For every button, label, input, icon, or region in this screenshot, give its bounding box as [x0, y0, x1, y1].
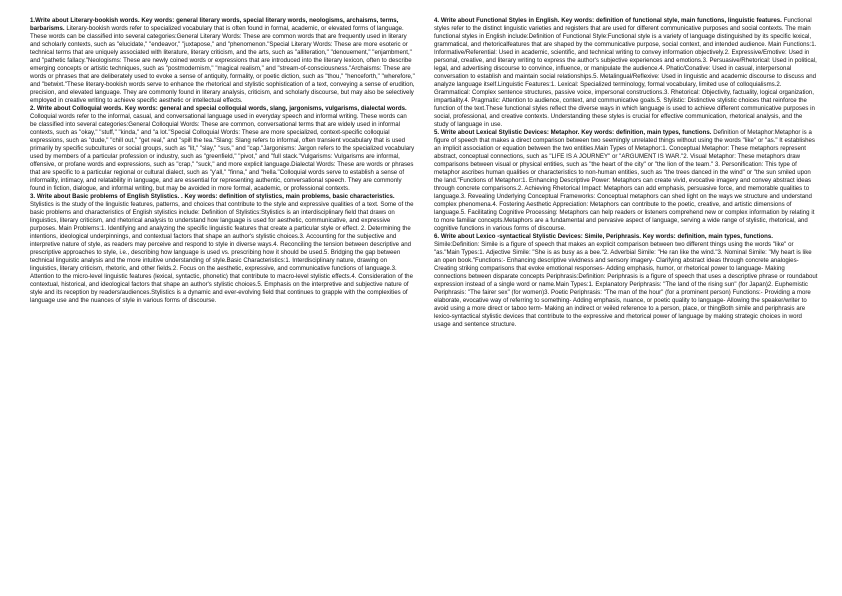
section-functional-styles [434, 17, 818, 129]
section-heading: 6. Write about Lexico -syntactical Stylistic Devices: Simile, Periphrasis. Key words: definition, main types, functions. [434, 233, 773, 240]
section-simile-periphrasis [434, 233, 818, 329]
section-body: Functional styles refer to the distinct linguistic varieties and registers that are used for different communicative purposes and social contexts. The main functional styles in English include:Definition of Functional Style:Functional style is a variety of language distinguished by its specific lexical, grammatical, and rhetoricalfeatures that are shaped by the communicative purpose, social context, and intended audience. Main Functions:1. Informative/Referential: Used in academic, scientific, and technical writing to convey information objectively.2. Expressive/Emotive: Used in personal, creative, and literary writing to express the author's subjective experiences and emotions.3. Persuasive/Rhetorical: Used in political, legal, and advertising discourse to convince, influence, or manipulate the audience.4. Phatic/Conative: Used in casual, interpersonal conversation to establish and maintain social relationships.5. Metalingual/Reflexive: Used in linguistic and academic discourse to discuss and analyze language itself.Linguistic Features:1. Lexical: Specialized terminology, formal vocabulary, limited use of colloquialisms.2. Grammatical: Complex sentence structures, passive voice, impersonal constructions.3. Rhetorical: Objectivity, factuality, logical organization, impartiality.4. Pragmatic: Attention to audience, context, and communicative goals.5. Stylistic: Distinctive stylistic choices that reinforce the function of the text.These functional styles reflect the diverse ways in which language is used to achieve different communicative purposes in social, professional, and creative contexts. Understanding these styles is crucial for effective communication, rhetorical analysis, and the study of language in use. [434, 17, 817, 128]
section-heading: 5. Write about Lexical Stylistic Devices: Metaphor. Key words: definition, main types, functions. [434, 129, 712, 136]
section-body: Literary-bookish words refer to specialized vocabulary that is often found in formal, academic, or elevated forms of language. These words can be classified into several categories:General Literary Words: These are common words that are frequently used in literary and scholarly contexts, such as "elucidate," "endeavor," "juxtapose," and "phenomenon."Special Literary Words: These are more esoteric or technical terms that are uniquely associated with literature, literary criticism, and the arts, such as "alliteration," "denouement," "enjambment," and "pathetic fallacy."Neologisms: These are newly coined words or expressions that are introduced into the literary lexicon, often to describe emerging concepts or artistic techniques, such as "postmodernism," "magical realism," and "stream-of-consciousness."Archaisms: These are words or phrases that are deliberately used to evoke a sense of antiquity, formality, or poetic diction, such as "thou," "henceforth," "wherefore," and "betwixt."These literary-bookish words serve to enhance the rhetorical and stylistic sophistication of a text, conveying a sense of erudition, precision, and elevated language. They are commonly found in literary analysis, criticism, and scholarly discourse, but may also be selectively employed in creative writing to achieve specific aesthetic or intellectual effects. [30, 25, 415, 104]
left-column [30, 17, 415, 305]
section-heading: 2. Write about Colloquial words. Key words: general and special colloquial words, slang, jargonisms, vulgarisms, dialectal words. [30, 105, 407, 112]
section-basic-problems-stylistics [30, 193, 415, 305]
section-body: Simile:Definition: Simile is a figure of speech that makes an explicit comparison between two different things using the words "like" or "as."Main Types:1. Adjective Simile: "She is as busy as a bee."2. Adverbial Simile: "He ran like the wind."3. Nominal Simile: "My heart is like an open book."Functions:- Enhancing descriptive vividness and sensory imagery- Clarifying abstract ideas through concrete analogies- Creating striking comparisons that evoke emotional responses- Adding emphasis, humor, or rhetorical power to language- Making connections between disparate concepts Periphrasis:Definition: Periphrasis is a figure of speech that uses a descriptive phrase or roundabout expression instead of a single word or name.Main Types:1. Explanatory Periphrasis: "The land of the rising sun" (for Japan)2. Euphemistic Periphrasis: "The fairer sex" (for women)3. Poetic Periphrasis: "The man of the hour" (for a prominent person) Functions:- Providing a more elaborate, evocative way of referring to something- Adding emphasis, nuance, or poetic quality to language- Allowing the speaker/writer to avoid using a more direct or taboo term- Making an indirect or veiled reference to a person, place, or thingBoth simile and periphrasis are lexico-syntactical stylistic devices that contribute to the expressive and rhetorical power of language by making strategic choices in word usage and sentence structure. [434, 241, 818, 328]
section-body: Colloquial words refer to the informal, casual, and conversational language used in everyday speech and informal writing. These words can be classified into several categories:General Colloquial Words: These are common, conversational terms that are widely used in informal contexts, such as "okay," "stuff," "kinda," and "a lot."Special Colloquial Words: These are more specialized, context-specific colloquial expressions, such as "dude," "chill out," "get real," and "spill the tea."Slang: Slang refers to informal, often transient vocabulary that is used primarily by specific subcultures or social groups, such as "lit," "slay," "sus," and "cap."Jargonisms: Jargon refers to the specialized vocabulary used by members of a particular profession or industry, such as "greenfield," "pivot," and "full stack."Vulgarisms: Vulgarisms are informal, offensive, or profane words and expressions, such as "crap," "suck," and more explicit language.Dialectal Words: These are words or phrases that are specific to a particular regional or cultural dialect, such as "y'all," "finna," and "hella."Colloquial words serve to establish a sense of informality, intimacy, and relatability in language, and are essential for representing authentic, conversational speech. They are commonly found in fiction, dialogue, and informal writing, but may be avoided in more formal, academic, or professional contexts. [30, 113, 415, 192]
section-heading: 1.Write about Literary-bookish words. Key words: general literary words, special literary words, neologisms, archaisms, terms, barbarisms. [30, 17, 399, 32]
section-heading: 3. Write about Basic problems of English Stylistics. . Key words: definition of stylistics, main problems, basic characteristics. [30, 193, 395, 200]
section-colloquial-words [30, 105, 415, 193]
right-column [434, 17, 818, 329]
section-body: Stylistics is the study of the linguistic features, patterns, and choices that contribute to the style and expressive qualities of a text. Some of the basic problems and characteristics of English stylistics include: Definition of Stylistics:Stylistics is an interdisciplinary field that draws on linguistics, literary criticism, and rhetorical analysis to understand how language is used for aesthetic, communicative, and expressive purposes. Main Problems:1. Identifying and analyzing the specific linguistic features that create a particular style or effect. 2. Determining the intentions, ideological underpinnings, and contextual factors that shape an author's stylistic choices.3. Accounting for the subjective and interpretive nature of style, as readers may perceive and respond to style in diverse ways.4. Reconciling the tension between descriptive and prescriptive approaches to style, i.e., describing how language is used vs. prescribing how it should be used.5. Bridging the gap between technical linguistic analysis and the more intuitive understanding of style.Basic Characteristics:1. Interdisciplinary nature, drawing on linguistics, literary criticism, rhetoric, and other fields.2. Focus on the aesthetic, expressive, and communicative functions of language.3. Attention to the micro-level linguistic features (lexical, syntactic, phonetic) that contribute to macro-level stylistic effects.4. Consideration of the contextual, historical, and ideological factors that shape an author's stylistic choices.5. Emphasis on the interpretive and subjective nature of style and its reception by readers/audiences.Stylistics is a dynamic and ever-evolving field that continues to grapple with the complexities of language use and the nuances of style in various forms of discourse. [30, 201, 414, 304]
section-literary-bookish-words [30, 17, 415, 105]
section-body: Definition of Metaphor:Metaphor is a figure of speech that makes a direct comparison between two seemingly unrelated things without using the words "like" or "as." It establishes an implicit association or equation between the two entities.Main Types of Metaphor:1. Conceptual Metaphor: These metaphors represent abstract, conceptual connections, such as "LIFE IS A JOURNEY" or "ARGUMENT IS WAR."2. Visual Metaphor: These metaphors draw comparisons between visual or physical entities, such as "the heart of the city" or "the lion of the team." 3. Personification: This type of metaphor ascribes human qualities or characteristics to non-human entities, such as "the trees danced in the wind" or "the sun smiled upon the land."Functions of Metaphor:1. Enhancing Descriptive Power: Metaphors can create vivid, evocative imagery and convey abstract ideas through concrete comparisons.2. Achieving Rhetorical Impact: Metaphors can add emphasis, persuasive force, and memorable qualities to language.3. Revealing Underlying Conceptual Frameworks: Conceptual metaphors can shed light on the ways we structure and understand complex phenomena.4. Fostering Aesthetic Appreciation: Metaphors can contribute to the poetic, creative, and artistic dimensions of language.5. Facilitating Cognitive Processing: Metaphors can help readers or listeners comprehend new or complex information by relating it to more familiar concepts.Metaphors are a fundamental and pervasive aspect of language, serving a wide range of stylistic, rhetorical, and cognitive functions in various forms of discourse. [434, 129, 815, 232]
section-metaphor [434, 129, 818, 233]
section-heading: 4. Write about Functional Styles in English. Key words: definition of functional style, main functions, linguistic features. [434, 17, 782, 24]
